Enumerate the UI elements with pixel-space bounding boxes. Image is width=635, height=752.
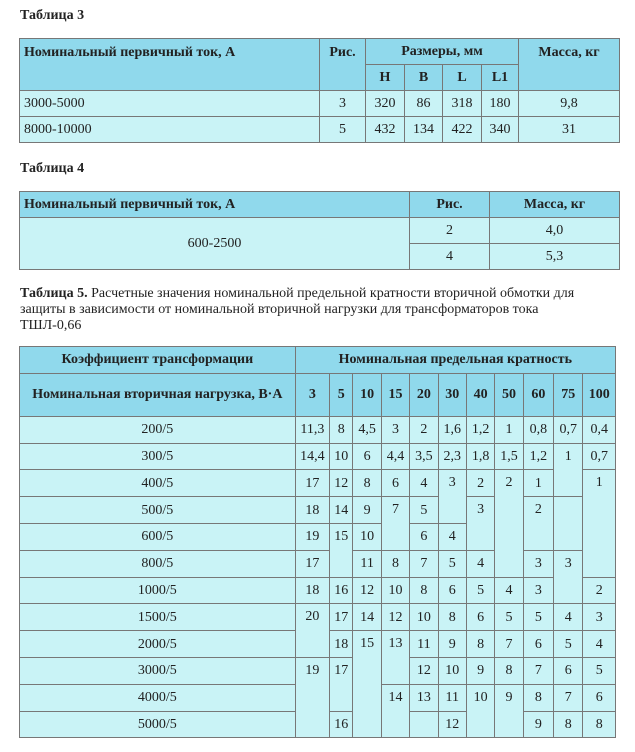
table-cell: 1 xyxy=(583,470,616,577)
table-cell: 1 xyxy=(554,443,583,497)
table-cell: 2 xyxy=(410,218,490,244)
table-cell: 600-2500 xyxy=(20,218,410,270)
t3-header-l: L xyxy=(443,65,482,91)
table-cell xyxy=(410,711,438,738)
table-cell: 5 xyxy=(523,604,553,631)
table-cell: 13 xyxy=(381,631,409,685)
table-cell: 12 xyxy=(438,711,466,738)
table-row xyxy=(20,604,616,631)
table-cell: 8 xyxy=(523,684,553,711)
table-cell: 9 xyxy=(353,497,381,524)
table-cell: 6 xyxy=(438,577,466,604)
t3-header-current: Номинальный первичный ток, А xyxy=(20,39,320,91)
table-cell: 4 xyxy=(495,577,523,604)
t5-header-mult: Номинальная предельная кратность xyxy=(295,347,615,374)
t5-load-3: 3 xyxy=(295,373,329,416)
table-cell: 10 xyxy=(438,657,466,684)
table-cell: 17 xyxy=(330,657,353,711)
table-cell: 340 xyxy=(482,117,519,143)
table-cell: 6 xyxy=(410,523,438,550)
table-cell: 11 xyxy=(438,684,466,711)
t4-header-fig: Рис. xyxy=(410,192,490,218)
table-cell: 5,3 xyxy=(490,244,620,270)
table-cell: 18 xyxy=(295,577,329,604)
t5-load-30: 30 xyxy=(438,373,466,416)
table-cell: 7 xyxy=(410,550,438,577)
table-cell: 1,2 xyxy=(466,416,494,443)
table-cell: 5 xyxy=(320,117,366,143)
table-cell: 3 xyxy=(466,497,494,551)
table-cell: 4 xyxy=(466,550,494,577)
table-cell: 8 xyxy=(495,657,523,684)
t5-load-60: 60 xyxy=(523,373,553,416)
table-row xyxy=(20,470,616,497)
ratio-cell: 400/5 xyxy=(20,470,296,497)
table-cell: 16 xyxy=(330,711,353,738)
t5-load-100: 100 xyxy=(583,373,616,416)
table-cell: 12 xyxy=(330,470,353,497)
table-cell: 31 xyxy=(519,117,620,143)
t5-header-ratio: Коэффициент трансформации xyxy=(20,347,296,374)
table-cell: 3 xyxy=(523,550,553,577)
table5-caption: Таблица 5. Расчетные значения номинальной предельной кратности вторичной обмотки для защиты в зависимости от номинальной вторичной нагрузки для трансформаторов тока ТШЛ-0,66 xyxy=(20,286,575,333)
t5-load-20: 20 xyxy=(410,373,438,416)
table-cell: 6 xyxy=(381,470,409,497)
table-cell: 14 xyxy=(381,684,409,738)
table-cell: 3 xyxy=(438,470,466,524)
table-row xyxy=(20,443,616,470)
table-cell: 14 xyxy=(353,604,381,631)
ratio-cell: 1000/5 xyxy=(20,577,296,604)
table-cell: 0,8 xyxy=(523,416,553,443)
table-cell: 4 xyxy=(410,470,438,497)
table-cell: 4,0 xyxy=(490,218,620,244)
table-cell: 318 xyxy=(443,91,482,117)
table-cell: 6 xyxy=(583,684,616,711)
t5-load-75: 75 xyxy=(554,373,583,416)
table-cell xyxy=(554,497,583,551)
table-cell: 10 xyxy=(330,443,353,470)
table4 xyxy=(19,191,620,270)
table-cell: 5 xyxy=(554,631,583,658)
t5-load-5: 5 xyxy=(330,373,353,416)
t5-header-load: Номинальная вторичная нагрузка, В·А xyxy=(20,373,296,416)
table-cell: 3 xyxy=(523,577,553,604)
table-cell: 18 xyxy=(330,631,353,658)
table-cell: 12 xyxy=(381,604,409,631)
table-row xyxy=(20,218,620,244)
table-cell: 3 xyxy=(381,416,409,443)
table-cell: 320 xyxy=(366,91,405,117)
ratio-cell: 3000/5 xyxy=(20,657,296,684)
table-cell: 5 xyxy=(495,604,523,631)
table-cell: 8 xyxy=(353,470,381,497)
table-cell: 7 xyxy=(381,497,409,551)
ratio-cell: 500/5 xyxy=(20,497,296,524)
table-cell: 10 xyxy=(466,684,494,738)
table-cell: 4 xyxy=(410,244,490,270)
table4-caption: Таблица 4 xyxy=(20,161,85,176)
table-row xyxy=(20,657,616,684)
table-row xyxy=(20,497,616,524)
table-cell: 8 xyxy=(410,577,438,604)
t5-load-15: 15 xyxy=(381,373,409,416)
ratio-cell: 300/5 xyxy=(20,443,296,470)
table-row xyxy=(20,416,616,443)
t3-header-h: H xyxy=(366,65,405,91)
table-cell: 8 xyxy=(583,711,616,738)
table-cell: 8 xyxy=(466,631,494,658)
table-cell: 8 xyxy=(554,711,583,738)
table-cell: 2 xyxy=(583,577,616,604)
table-cell: 4 xyxy=(438,523,466,550)
table-cell: 8 xyxy=(381,550,409,577)
table3-caption: Таблица 3 xyxy=(20,8,85,23)
table-cell: 4 xyxy=(554,604,583,631)
table-cell: 9 xyxy=(495,684,523,738)
table-cell: 1 xyxy=(495,416,523,443)
table-cell: 10 xyxy=(410,604,438,631)
table-cell: 4,4 xyxy=(381,443,409,470)
table-cell: 7 xyxy=(495,631,523,658)
table-cell: 1,5 xyxy=(495,443,523,470)
t5-load-50: 50 xyxy=(495,373,523,416)
ratio-cell: 5000/5 xyxy=(20,711,296,738)
table-cell: 17 xyxy=(330,604,353,631)
table-cell: 14 xyxy=(330,497,353,524)
table-cell: 9 xyxy=(523,711,553,738)
table-cell: 17 xyxy=(295,470,329,497)
table3 xyxy=(19,38,620,143)
table-cell: 422 xyxy=(443,117,482,143)
ratio-cell: 800/5 xyxy=(20,550,296,577)
table-cell: 11,3 xyxy=(295,416,329,443)
t3-header-b: B xyxy=(405,65,443,91)
table-cell: 3,5 xyxy=(410,443,438,470)
t3-header-dims: Размеры, мм xyxy=(366,39,519,65)
table-cell: 8000-10000 xyxy=(20,117,320,143)
table-cell: 6 xyxy=(466,604,494,631)
table-row xyxy=(20,577,616,604)
table-cell: 10 xyxy=(353,523,381,550)
table5 xyxy=(19,346,616,738)
table-cell: 18 xyxy=(295,497,329,524)
ratio-cell: 1500/5 xyxy=(20,604,296,631)
table-cell: 5 xyxy=(410,497,438,524)
table-cell: 1,8 xyxy=(466,443,494,470)
table-cell: 7 xyxy=(554,684,583,711)
t4-header-mass: Масса, кг xyxy=(490,192,620,218)
table-cell: 16 xyxy=(330,577,353,604)
table-cell: 13 xyxy=(410,684,438,711)
t3-header-l1: L1 xyxy=(482,65,519,91)
table-cell: 10 xyxy=(381,577,409,604)
t4-header-current: Номинальный первичный ток, А xyxy=(20,192,410,218)
table-cell: 3 xyxy=(320,91,366,117)
table-cell: 2 xyxy=(495,470,523,577)
table-cell: 5 xyxy=(438,550,466,577)
table-cell: 180 xyxy=(482,91,519,117)
t3-header-mass: Масса, кг xyxy=(519,39,620,91)
table-cell: 432 xyxy=(366,117,405,143)
t3-header-fig: Рис. xyxy=(320,39,366,91)
table-cell: 7 xyxy=(523,657,553,684)
table-row xyxy=(20,91,620,117)
table-cell: 19 xyxy=(295,657,329,737)
table-cell: 15 xyxy=(330,523,353,577)
ratio-cell: 200/5 xyxy=(20,416,296,443)
table-cell: 12 xyxy=(410,657,438,684)
table-cell: 4,5 xyxy=(353,416,381,443)
table-cell: 1,2 xyxy=(523,443,553,470)
ratio-cell: 2000/5 xyxy=(20,631,296,658)
table-cell: 2 xyxy=(410,416,438,443)
table-cell: 3 xyxy=(583,604,616,631)
ratio-cell: 4000/5 xyxy=(20,684,296,711)
table-cell: 6 xyxy=(353,443,381,470)
table-cell: 3000-5000 xyxy=(20,91,320,117)
table-cell: 9 xyxy=(466,657,494,684)
table-cell: 1,6 xyxy=(438,416,466,443)
table-cell: 134 xyxy=(405,117,443,143)
table-cell: 2 xyxy=(523,497,553,551)
table-cell: 17 xyxy=(295,550,329,577)
table-cell: 6 xyxy=(523,631,553,658)
table-cell: 11 xyxy=(353,550,381,577)
table-cell: 8 xyxy=(438,604,466,631)
table-cell: 5 xyxy=(583,657,616,684)
table-cell: 9,8 xyxy=(519,91,620,117)
t5-load-10: 10 xyxy=(353,373,381,416)
table-cell: 86 xyxy=(405,91,443,117)
table-row xyxy=(20,117,620,143)
table-cell: 8 xyxy=(330,416,353,443)
table-cell: 14,4 xyxy=(295,443,329,470)
table-cell: 15 xyxy=(353,631,381,738)
table-cell: 0,7 xyxy=(583,443,616,470)
table-cell: 20 xyxy=(295,604,329,658)
table-row xyxy=(20,550,616,577)
table-cell: 2,3 xyxy=(438,443,466,470)
table-cell: 4 xyxy=(583,631,616,658)
table-cell: 3 xyxy=(554,550,583,604)
table-cell: 0,7 xyxy=(554,416,583,443)
t5-load-40: 40 xyxy=(466,373,494,416)
table-cell: 19 xyxy=(295,523,329,550)
table-cell: 0,4 xyxy=(583,416,616,443)
table-cell: 12 xyxy=(353,577,381,604)
table-cell: 11 xyxy=(410,631,438,658)
ratio-cell: 600/5 xyxy=(20,523,296,550)
table-cell: 1 xyxy=(523,470,553,497)
table-cell: 2 xyxy=(466,470,494,497)
table-cell: 6 xyxy=(554,657,583,684)
table-cell: 9 xyxy=(438,631,466,658)
table-cell: 5 xyxy=(466,577,494,604)
